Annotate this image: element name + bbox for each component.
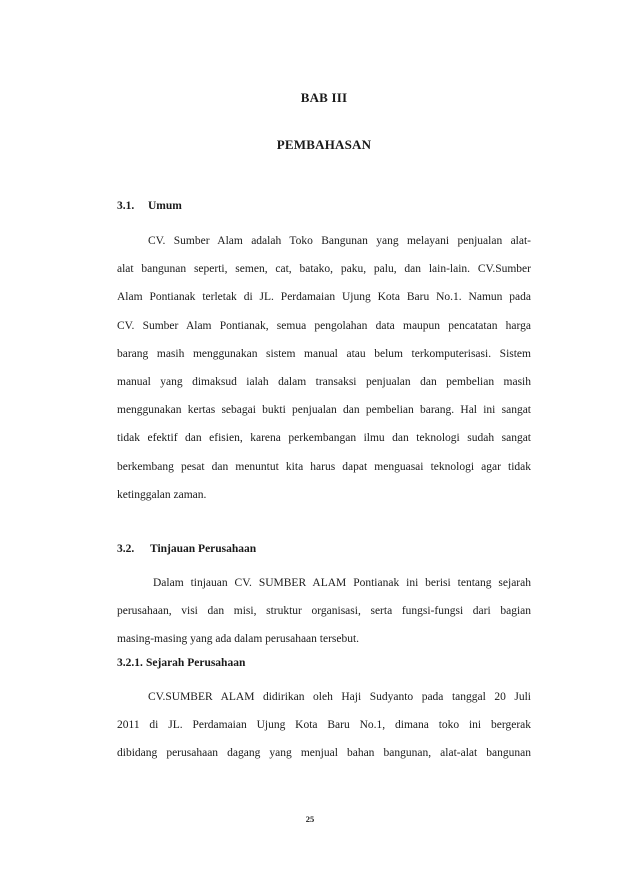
paragraph-tinjauan — [117, 569, 531, 654]
section-title: Tinjauan Perusahaan — [150, 543, 257, 555]
chapter-number: BAB III — [300, 90, 348, 105]
section-title: Umum — [148, 200, 182, 212]
paragraph-line: manual yang dimaksud ialah dalam transaksi penjualan dan pembelian masih — [117, 375, 531, 388]
paragraph-line: dibidang perusahaan dagang yang menjual bahan bangunan, alat-alat bangunan — [117, 747, 531, 760]
paragraph-umum — [117, 227, 531, 509]
paragraph-line: ketinggalan zaman. — [117, 488, 207, 501]
paragraph-line: 2011 di JL. Perdamaian Ujung Kota Baru No.1, dimana toko ini bergerak — [117, 719, 531, 732]
paragraph-line: masing-masing yang ada dalam perusahaan tersebut. — [117, 633, 360, 646]
section-number: 3.1. — [117, 200, 135, 212]
paragraph-line: menggunakan kertas sebagai bukti penjualan dan pembelian barang. Hal ini sangat — [117, 404, 531, 417]
paragraph-line: berkembang pesat dan menuntut kita harus dapat menguasai teknologi agar tidak — [117, 460, 531, 473]
paragraph-line: perusahaan, visi dan misi, struktur organisasi, serta fungsi-fungsi dari bagian — [117, 605, 531, 618]
paragraph-line: barang masih menggunakan sistem manual atau belum terkomputerisasi. Sistem — [117, 347, 531, 360]
section-heading-3-2-1 — [117, 657, 245, 669]
section-number: 3.2. — [117, 543, 135, 555]
paragraph-line: CV. Sumber Alam Pontianak, semua pengolahan data maupun pencatatan harga — [117, 319, 531, 332]
section-title: Sejarah Perusahaan — [146, 657, 246, 669]
section-heading-3-1 — [117, 200, 182, 212]
page-number: 25 — [305, 814, 315, 824]
paragraph-line: alat bangunan seperti, semen, cat, batako, paku, palu, dan lain-lain. CV.Sumber — [117, 263, 531, 276]
paragraph-line: Dalam tinjauan CV. SUMBER ALAM Pontianak ini berisi tentang sejarah — [153, 577, 531, 589]
section-heading-3-2 — [117, 543, 256, 555]
paragraph-line: Alam Pontianak terletak di JL. Perdamaian Ujung Kota Baru No.1. Namun pada — [117, 291, 531, 304]
paragraph-line: CV.SUMBER ALAM didirikan oleh Haji Sudyanto pada tanggal 20 Juli — [148, 691, 531, 703]
paragraph-line: CV. Sumber Alam adalah Toko Bangunan yang melayani penjualan alat- — [148, 235, 531, 247]
section-number: 3.2.1. — [117, 657, 143, 669]
chapter-title: PEMBAHASAN — [276, 137, 372, 152]
paragraph-sejarah — [117, 683, 531, 768]
paragraph-line: tidak efektif dan efisien, karena perkembangan ilmu dan teknologi sudah sangat — [117, 432, 531, 445]
